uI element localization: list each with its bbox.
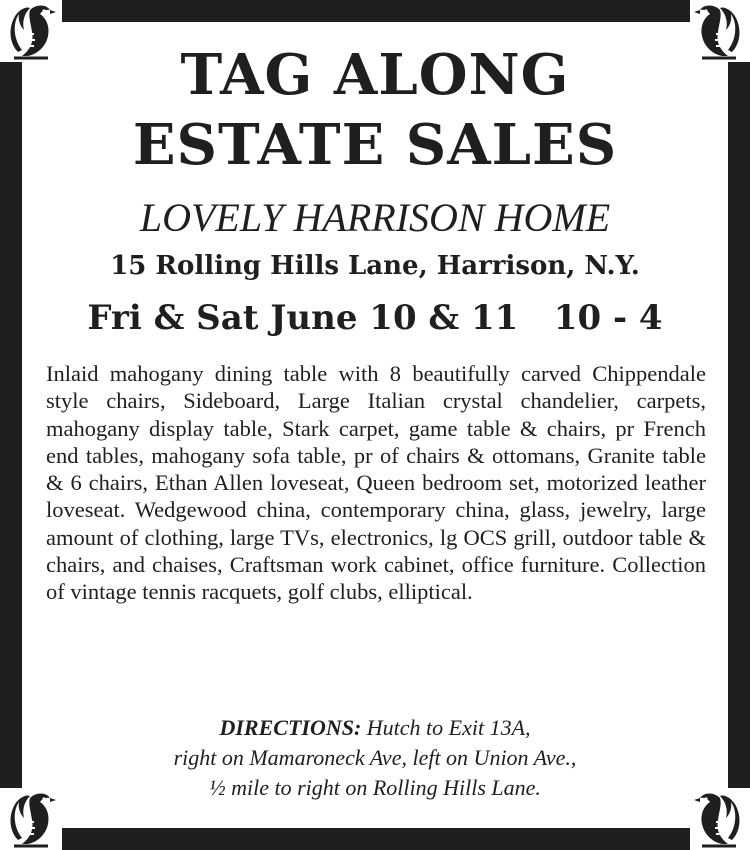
ad-title-line-1: TAG ALONG	[180, 42, 570, 108]
border-left	[0, 62, 22, 788]
border-right	[728, 62, 750, 788]
directions-text-1: Hutch to Exit 13A,	[361, 715, 531, 740]
directions-line-1	[40, 713, 710, 743]
directions-line-3: ½ mile to right on Rolling Hills Lane.	[209, 775, 541, 800]
ad-title-line-2: ESTATE SALES	[132, 112, 618, 178]
items-description: Inlaid mahogany dining table with 8 beautifully carved Chippendale style chairs, Sideboard, Large Italian crystal chandelier, carpets, mahogany display table, Stark carpet, game table & chairs, pr French end tables, mahogany sofa table, pr of chairs & ottomans, Granite table & 6 chairs, Ethan Allen loveseat, Queen bedroom set, motorized leather loveseat. Wedgewood china, contemporary china, glass, jewelry, large amount of clothing, large TVs, electronics, lg OCS grill, outdoor table & chairs, and chaises, Craftsman work cabinet, office furniture. Collection of vintage tennis racquets, golf clubs, elliptical.	[46, 361, 706, 605]
border-bottom	[62, 828, 690, 850]
border-top	[62, 0, 690, 22]
directions-label: DIRECTIONS:	[219, 715, 362, 740]
directions	[40, 713, 710, 803]
sale-address: 15 Rolling Hills Lane, Harrison, N.Y.	[110, 251, 640, 281]
directions-line-2: right on Mamaroneck Ave, left on Union Ave.,	[173, 745, 577, 770]
sale-dates: Fri & Sat June 10 & 11 10 - 4	[87, 298, 663, 338]
ad-subtitle: LOVELY HARRISON HOME	[139, 195, 611, 240]
